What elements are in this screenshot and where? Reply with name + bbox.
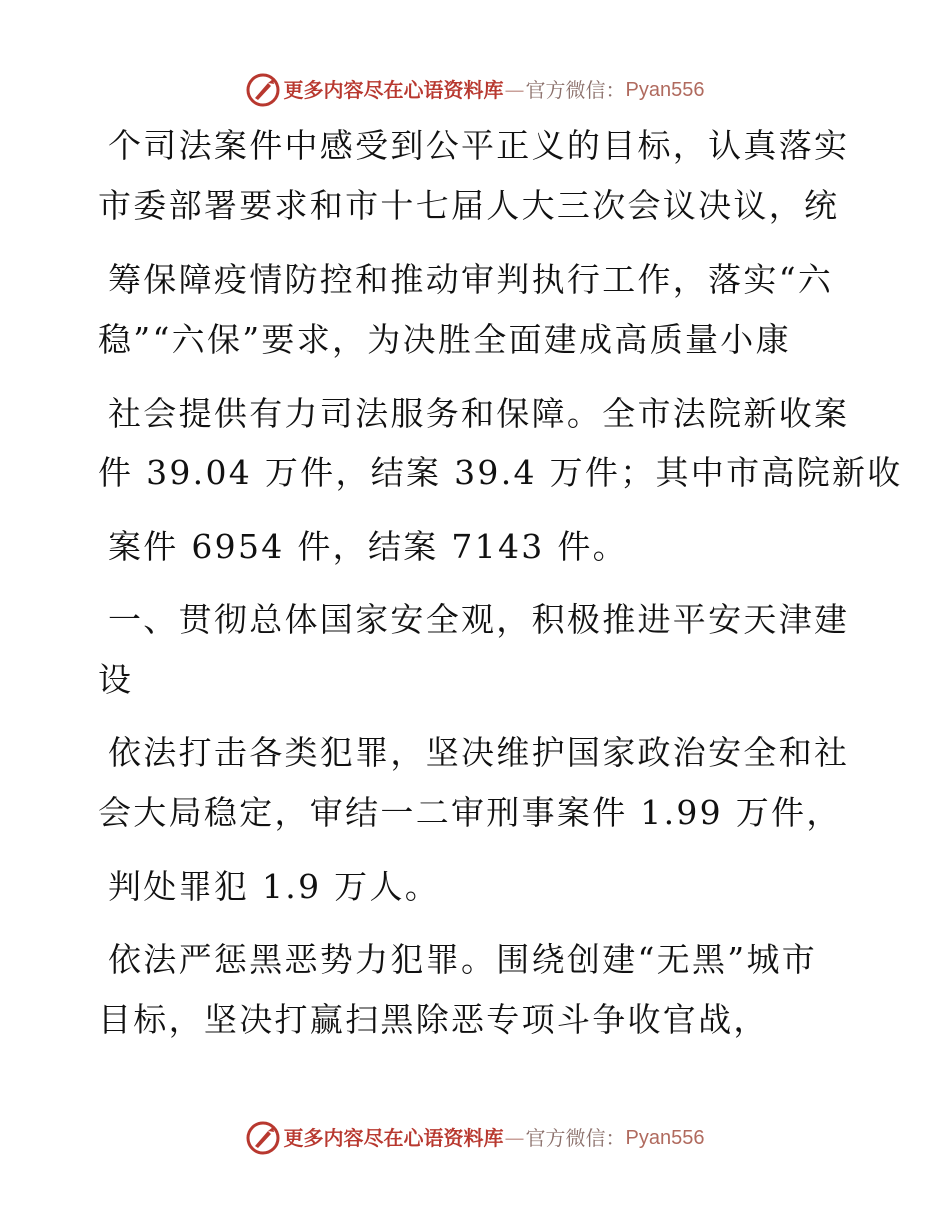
header-watermark [0, 70, 950, 110]
section-heading-line: 设 [98, 660, 134, 699]
quill-pen-seal-icon [246, 73, 280, 107]
watermark-dash: — [504, 1126, 525, 1150]
body-text-line: 案件 6954 件，结案 7143 件。 [108, 527, 628, 566]
watermark-wechat-label: 官方微信： [525, 1126, 626, 1150]
section-heading-line: 一、贯彻总体国家安全观，积极推进平安天津建 [108, 600, 850, 639]
watermark-wechat-id: Pyan556 [625, 1127, 705, 1149]
body-text-line: 依法打击各类犯罪，坚决维护国家政治安全和社 [108, 733, 850, 772]
watermark-wechat-label: 官方微信： [525, 78, 626, 102]
body-text-line: 目标，坚决打赢扫黑除恶专项斗争收官战， [98, 1000, 769, 1039]
body-text-line: 会大局稳定，审结一二审刑事案件 1.99 万件， [98, 793, 842, 832]
footer-watermark [0, 1118, 950, 1158]
quill-pen-seal-icon [246, 1121, 280, 1155]
watermark-brand-text: 更多内容尽在心语资料库 [283, 78, 504, 102]
body-text-line: 稳”“六保”要求，为决胜全面建成高质量小康 [98, 320, 791, 359]
body-text-line: 市委部署要求和市十七届人大三次会议决议，统 [98, 186, 840, 225]
body-text-line: 筹保障疫情防控和推动审判执行工作，落实“六 [108, 260, 834, 299]
watermark-wechat-id: Pyan556 [625, 79, 705, 101]
body-text-line: 社会提供有力司法服务和保障。全市法院新收案 [108, 394, 850, 433]
body-text-line: 依法严惩黑恶势力犯罪。围绕创建“无黑”城市 [108, 940, 818, 979]
body-text-line: 个司法案件中感受到公平正义的目标，认真落实 [108, 126, 850, 165]
watermark-brand-text: 更多内容尽在心语资料库 [283, 1126, 504, 1150]
watermark-dash: — [504, 78, 525, 102]
body-text-line: 判处罪犯 1.9 万人。 [108, 867, 441, 906]
body-text-line: 件 39.04 万件，结案 39.4 万件；其中市高院新收 [98, 453, 903, 492]
